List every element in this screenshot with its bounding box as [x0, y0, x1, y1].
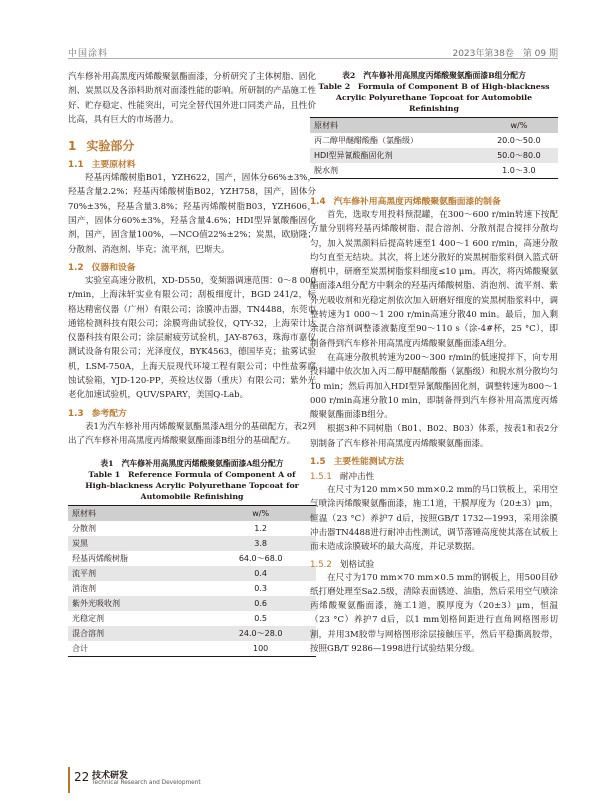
materials-paragraph: 羟基丙烯酸树脂B01，YZH622，国产，固体分66%±3%，羟基含量2.2%；羟基丙烯酸树脂B02，YZH758，国产，固体分70%±3%，羟基含量3.8%；羟基丙烯酸树脂B03，YZH606，国产，固体分60%±3%，羟基含量4.6%；HDI型异氰酸酯固化剂，国产，固含量100%，—NCO值22%±2%；炭黑，欧励隆；分散剂、消泡剂、毕克；流平剂，巴斯夫。 [68, 173, 316, 255]
material-name: 羟基丙烯酸树脂 [72, 554, 128, 564]
section-heading-experimental [68, 137, 316, 154]
column-header-percent: w/% [480, 118, 558, 134]
table2-caption-en-1: Table 2 Formula of Component B of High-blackness [318, 82, 550, 91]
table-row [68, 641, 316, 657]
table-header-row [68, 506, 316, 522]
subsubsection-title: 耐冲击性 [339, 472, 375, 483]
material-percent: 3.8 [205, 536, 316, 551]
material-name: 混合溶剂 [68, 626, 205, 641]
subsection-number: 1.4 [310, 197, 326, 207]
subsection-title: 主要性能测试方法 [333, 457, 404, 468]
footer-accent-bar [68, 767, 70, 793]
material-percent: 64.0～68.0 [238, 554, 283, 564]
subsubsection-number: 1.5.1 [310, 472, 332, 483]
material-name: 分散剂 [72, 524, 96, 534]
table-row [68, 626, 316, 641]
table-row [310, 133, 558, 148]
material-percent: 0.5 [254, 614, 267, 624]
header-divider [68, 58, 558, 59]
table1-title-cn: 汽车修补用高黑度丙烯酸聚氨酯面漆A组分配方 [121, 459, 284, 469]
material-name: HDI型异氰酸酯固化剂 [310, 148, 480, 163]
table-row [68, 521, 316, 536]
material-percent: 0.3 [254, 584, 267, 594]
crosscut-paragraph: 在尺寸为170 mm×70 mm×0.5 mm的钢板上，用500目砂纸打磨处理至Sa2.5级，清除表面锈迹、油脂，然后采用空气喷涂丙烯酸聚氨酯面漆，施工1道，膜厚度为（20±3）μm，恒温（23 °C）养护7 d后，以1 mm划格间距进行直角网格图形切割，并用3M胶带与网格图形涂层接触压平，然后平稳撕离胶带，按照GB/T 9286—1998进行试验结果分级。 [310, 572, 558, 655]
table1-caption-cn [68, 458, 316, 469]
column-header-material: 原材料 [310, 118, 480, 134]
table2-caption-en-2: Acrylic Polyurethane Topcoat for Automobile Refinishing [335, 93, 533, 113]
table-row [68, 551, 316, 566]
subsection-heading-materials [68, 157, 316, 170]
subsection-title: 汽车修补用高黑度丙烯酸聚氨酯面漆的制备 [333, 197, 501, 207]
preparation-paragraph-1: 首先，选取专用投料预混罐，在300～600 r/min转速下按配方量分别将羟基丙烯酸树脂、混合溶剂、分散剂混合搅拌分散均匀，加入炭黑颜料后提高转速至1 400～1 600 r/min，高速分散均匀直至无结块。其次，将上述分散好的炭黑树脂浆料倒入篮式研磨机中，研磨至炭黑树脂浆料细度≤10 μm。再次，将丙烯酸聚氨酯面漆A组分配方中剩余的羟基丙烯酸树脂、消泡剂、流平剂、紫外光吸收剂和光稳定剂依次加入研磨好细度的炭黑树脂浆料中，调整转速为1 000～1 200 r/min高速分散40 min。最后，加入剩余混合溶剂调整漆液黏度至90～110 s（涂-4#杯，25 °C），即制备得到汽车修补用高黑度丙烯酸聚氨酯面漆A组分。 [310, 210, 558, 349]
journal-name: 中国涂料 [68, 49, 109, 59]
equipment-paragraph: 实验室高速分散机，XD-D550，变频器调速范围：0～8 000 r/min，上海沫轩实业有限公司；刮板细度计，BGD 241/2，标格达精密仪器（广州）有限公司；涂膜冲击器，TN4488，东莞市通铭检测科技有限公司；涂膜弯曲试验仪，QTY-32，上海荣计达仪器科技有限公司；涂层耐疲劳试验机，JAY-8763，珠海市嘉仪测试设备有限公司；光泽度仪，BYK4563，德国毕克；盐雾试验机，LSM-750A，上海天辰现代环境工程有限公司；中性盐雾腐蚀试验箱，YJD-120-PP，英检达仪器（重庆）有限公司；紫外光老化加速试验机，QUV/SPARY，美国Q-Lab。 [68, 275, 316, 401]
material-percent: 20.0～50.0 [497, 136, 541, 145]
table2 [310, 117, 558, 179]
subsection-title: 仪器和设备 [91, 262, 136, 273]
footer-section-cn: 技术研发 [92, 771, 129, 781]
material-name: 光稳定剂 [72, 614, 104, 624]
table2-label: 表2 [342, 71, 356, 80]
material-name: 流平剂 [68, 566, 205, 581]
subsection-heading-test-methods [310, 454, 558, 467]
subsubsection-title: 划格试验 [339, 559, 375, 570]
left-column [68, 70, 316, 657]
subsection-number: 1.1 [68, 160, 84, 171]
preparation-paragraph-3: 根据3种不同树脂（B01、B02、B03）体系，按表1和表2分别制备了汽车修补用高黑度丙烯酸聚氨酯面漆。 [310, 424, 558, 449]
page-number: 22 [74, 770, 90, 784]
material-percent: 100 [205, 641, 316, 657]
formula-paragraph: 表1为汽车修补用丙烯酸聚氨酯黑漆A组分的基础配方，表2列出了汽车修补用高黑度丙烯酸聚氨酯面漆B组分的基础配方。 [68, 421, 316, 446]
material-percent: 24.0～28.0 [205, 626, 316, 641]
subsection-number: 1.5 [310, 457, 326, 468]
table-row [68, 536, 316, 551]
table-row [68, 611, 316, 626]
right-column [310, 70, 558, 656]
subsection-number: 1.2 [68, 262, 84, 273]
material-name: 消泡剂 [72, 584, 96, 594]
subsubsection-heading-crosscut [310, 558, 558, 570]
material-percent: 1.0～3.0 [480, 163, 558, 179]
subsubsection-number: 1.5.2 [310, 559, 332, 570]
subsection-heading-equipment [68, 260, 316, 273]
column-header-material: 原材料 [68, 506, 205, 522]
footer-section-en: Technical Research and Development [92, 780, 201, 786]
material-percent: 0.4 [205, 566, 316, 581]
material-name: 脱水剂 [310, 163, 480, 179]
section-title: 实验部分 [86, 139, 135, 154]
table-row [68, 566, 316, 581]
subsection-heading-formula [68, 406, 316, 419]
subsection-heading-preparation [310, 194, 558, 207]
table-row [310, 163, 558, 179]
impact-paragraph: 在尺寸为120 mm×50 mm×0.2 mm的马口铁板上，采用空气喷涂丙烯酸聚氨酯面漆，施工1道，干膜厚度为（20±3）μm，恒温（23 °C）养护7 d后，按照GB/T 1732—1993，采用涂膜冲击器TN4488进行耐冲击性测试，调节落锤高度使其落在试板上而未造成涂膜破坏的最大高度，并记录数据。 [310, 485, 558, 553]
table-header-row [310, 118, 558, 134]
subsection-title: 主要原材料 [91, 160, 136, 171]
material-name: 紫外光吸收剂 [68, 596, 205, 611]
table2-title-cn: 汽车修补用高黑度丙烯酸聚氨酯面漆B组分配方 [363, 71, 526, 80]
material-percent: 50.0～80.0 [480, 148, 558, 163]
table-row [68, 581, 316, 596]
intro-paragraph: 汽车修补用高黑度丙烯酸聚氨酯面漆，分析研究了主体树脂、固化剂、炭黑以及各添料助剂对面漆性能的影响。所研制的产品施工性好、贮存稳定、性能突出，可完全替代国外进口同类产品，且性价比高，具有巨大的市场潜力。 [68, 72, 316, 125]
material-percent: 0.6 [205, 596, 316, 611]
subsection-title: 参考配方 [91, 408, 127, 419]
subsubsection-heading-impact [310, 470, 558, 482]
table2-caption-cn [310, 70, 558, 81]
table1-label: 表1 [100, 459, 114, 469]
table-row [68, 596, 316, 611]
material-name: 炭黑 [68, 536, 205, 551]
table1 [68, 505, 316, 657]
issue-info: 2023年第38卷 第 09 期 [452, 49, 558, 59]
material-name: 合计 [68, 641, 205, 657]
table1-caption-en-2: High-blackness Acrylic Polyurethane Topcoat for [85, 481, 299, 491]
table-row [310, 148, 558, 163]
subsection-number: 1.3 [68, 408, 84, 419]
material-name: 丙二醇甲醚醋酸酯（氯酯级） [314, 136, 418, 145]
preparation-paragraph-2: 在高速分散机转速为200～300 r/min的低速搅拌下，向专用投料罐中依次加入丙二醇甲醚醋酸酯（氯酯级）和脱水剂分散均匀10 min；然后再加入HDI型异氰酸酯固化剂，调整转速为800～1 000 r/min高速分散10 min，即制备得到汽车修补用高黑度丙烯酸聚氨酯面漆B组分。 [310, 352, 558, 421]
table1-caption-en-1: Table 1 Reference Formula of Component A of [88, 470, 296, 480]
material-percent: 1.2 [254, 524, 267, 534]
section-number: 1 [68, 139, 77, 154]
column-header-percent: w/% [205, 506, 316, 522]
table1-caption-en-3: Automobile Refinishing [140, 492, 244, 502]
